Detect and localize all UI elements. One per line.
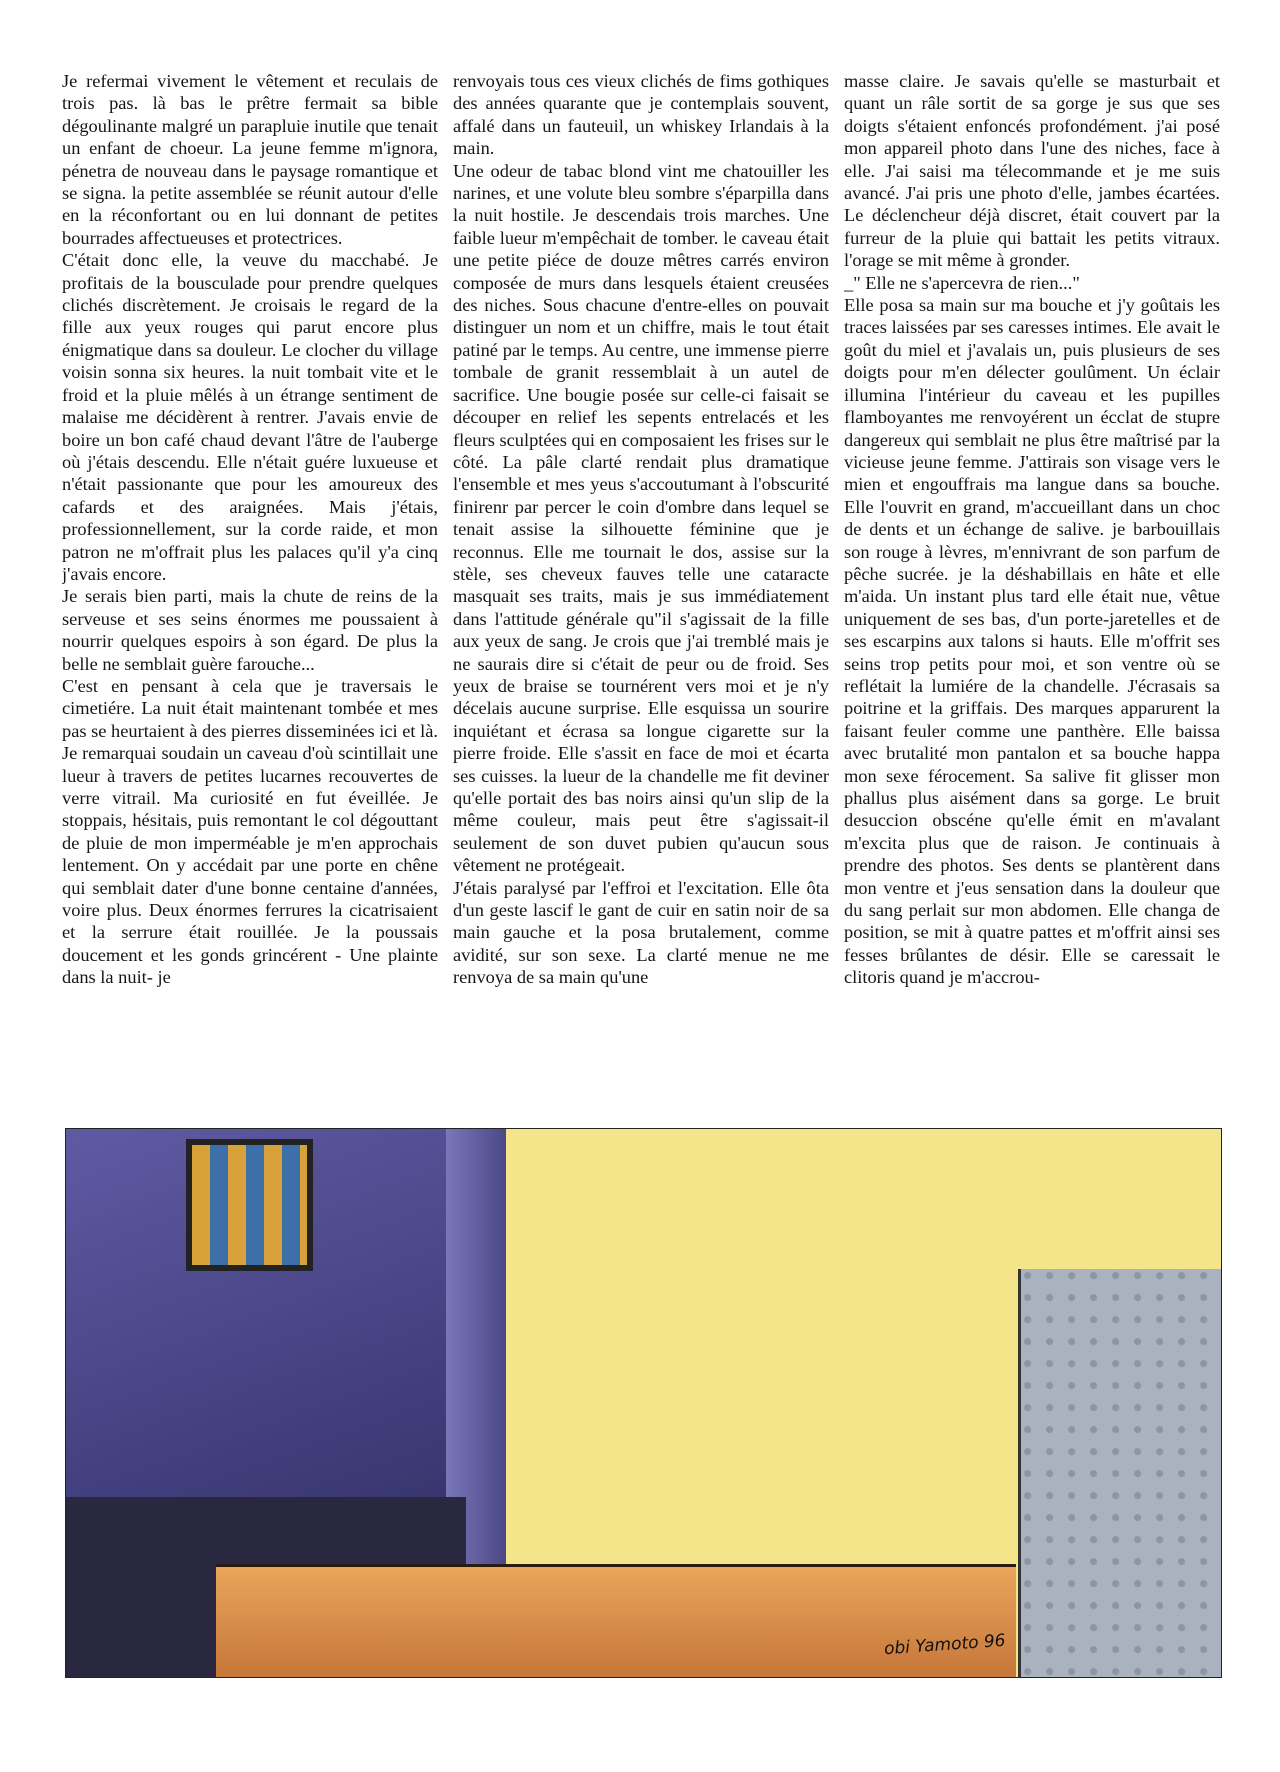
paragraph: Je serais bien parti, mais la chute de reins de la serveuse et ses seins énormes me poussaient à nourrir quelques espoirs à son égard. De plus la belle ne semblait guère farouche...: [62, 586, 438, 674]
paragraph: C'était donc elle, la veuve du macchabé. Je profitais de la bousculade pour prendre quelques clichés discrètement. Je croisais le regard de la fille aux yeux rouges qui parut encore plus énigmatique dans sa douleur. Le clocher du village voisin sonna six heures. la nuit tombait vite et le froid et la pluie mêlés à un étrange sentiment de malaise me décidèrent à rentrer. J'avais envie de boire un bon café chaud devant l'âtre de l'auberge où j'étais descendu. Elle n'était guére luxueuse et n'était passionante que pour les amoureux des cafards et des araignées. Mais j'étais, professionnellement, sur la corde raide, et mon patron ne m'offrait plus les palaces qu'il y'a cinq j'avais encore.: [62, 250, 438, 584]
text-column-1: [62, 70, 438, 1070]
artist-signature: obi Yamoto 96: [883, 1630, 1007, 1660]
stained-glass-window: [186, 1139, 313, 1271]
text-column-3: [844, 70, 1220, 1070]
paragraph: renvoyais tous ces vieux clichés de fims gothiques des années quarante que je contemplais souvent, affalé dans un fauteuil, un whiskey Irlandais à la main.: [453, 71, 829, 159]
paragraph: Elle posa sa main sur ma bouche et j'y goûtais les traces laissées par ses caresses intimes. Ele avait le goût du miel et j'avalais un, puis plusieurs de ses doigts pour m'en délecter goulûment. Un éclair illumina l'intérieur du caveau et les pupilles flamboyantes me renvoyérent un écclat de stupre dangereux qui semblait ne plus être maîtrisé par la vicieuse jeune femme. J'attirais son visage vers le mien et engouffrais ma langue dans sa bouche. Elle l'ouvrit en grand, m'accueillant dans un choc de dents et un échange de salive. je barbouillais son rouge à lèvres, m'ennivrant de son parfum de pêche sucrée. je la déshabillais en hâte et elle m'aida. Un instant plus tard elle était nue, vêtue uniquement de ses bas, d'un porte-jaretelles et de ses escarpins aux talons si hauts. Elle m'offrit ses seins trop petits pour moi, et son ventre où se reflétait la lumiére de la chandelle. J'écrasais sa poitrine et la griffais. Des marques apparurent la faisant feuler comme une panthère. Elle baissa avec brutalité mon pantalon et sa bouche happa mon sexe férocement. Sa salive fit glisser mon phallus plus aisément dans sa gorge. Le bruit desuccion obscéne qu'elle émit en m'avalant m'excita plus que de raison. Je continuais à prendre des photos. Ses dents se plantèrent dans mon ventre et j'eus sensation dans la douleur que du sang perlait sur mon abdomen. Elle changa de position, se mit à quatre pattes et m'offrit ainsi ses fesses brûlantes de désir. Elle se caressait le clitoris quand je m'accrou-: [844, 295, 1220, 988]
tomb-ledge: [216, 1564, 1016, 1677]
paragraph: masse claire. Je savais qu'elle se masturbait et quant un râle sortit de sa gorge je sus que ses doigts s'étaient enfoncés profondément. j'ai posé mon appareil photo dans l'une des niches, face à elle. J'ai saisi ma télecommande et je me suis avancé. J'ai pris une photo d'elle, jambes écartées. Le déclencheur déjà discret, était couvert par la furreur de la pluie qui battait les petits vitraux. l'orage se mit même à gronder.: [844, 71, 1220, 271]
text-column-2: [453, 70, 829, 1070]
article-columns: [62, 70, 1220, 1070]
paragraph: Une odeur de tabac blond vint me chatouiller les narines, et une volute bleu sombre s'éparpilla dans la nuit hostile. Je descendais trois marches. Une faible lueur m'empêchait de tomber. le caveau était une petite piéce de douze mêtres carrés environ composée de murs dans lesquels étaient creusées des niches. Sous chacune d'entre-elles on pouvait distinguer un nom et un chiffre, mais le tout était patiné par le temps. Au centre, une immense pierre tombale de granit ressemblait à un autel de sacrifice. Une bougie posée sur celle-ci faisait se découper en relief les sepents entrelacés et les fleurs sculptées qui en composaient les frises sur le côté. La pâle clarté rendait plus dramatique l'ensemble et mes yeus s'accoutumant à l'obscurité finirenr par percer le coin d'ombre dans lequel se tenait assise la silhouette féminine que je reconnus. Elle me tournait le dos, assise sur la stèle, ses cheveux fauves telle une cataracte masquait ses traits, mais je sus immédiatement dans l'attitude générale qu"il s'agissait de la fille aux yeux de sang. Je crois que j'ai tremblé mais je ne saurais dire si c'était de peur ou de froid. Ses yeux de braise se tournérent vers moi et je n'y décelais aucune surprise. Elle esquissa un sourire inquiétant et écrasa sa longue cigarette sur la pierre froide. Elle s'assit en face de moi et écarta ses cuisses. la lueur de la chandelle me fit deviner qu'elle portait des bas noirs ainsi qu'un slip de la même couleur, mais peut être s'agissait-il seulement de son duvet pubien qu'aucun sous vêtement ne protégeait.: [453, 160, 829, 876]
paragraph: C'est en pensant à cela que je traversais le cimetiére. La nuit était maintenant tombée et mes pas se heurtaient à des pierres disseminées ici et là. Je remarquai soudain un caveau d'où scintillait une lueur à travers de petites lucarnes recouvertes de verre vitrail. Ma curiosité en fut éveillée. Je stoppais, hésitais, puis remontant le col dégouttant de pluie de mon imperméable je m'en approchais lentement. On y accédait par une porte en chêne qui semblait dater d'une bonne centaine d'années, voire plus. Deux énormes ferrures la cicatrisaient et la serrure était rouillée. Je la poussais doucement et les gonds grincérent - Une plainte dans la nuit- je: [62, 675, 438, 988]
paragraph: Je refermai vivement le vêtement et reculais de trois pas. là bas le prêtre fermait sa bible dégoulinante malgré un parapluie inutile que tenait un enfant de choeur. La jeune femme m'ignora, pénetra de nouveau dans le paysage romantique et se signa. la petite assemblée se réunit autour d'elle en la réconfortant ou en lui donnant de petites bourrades affectueuses et protectrices.: [62, 71, 438, 248]
illustration: [65, 1128, 1222, 1678]
granite-tomb: [1018, 1269, 1221, 1677]
paragraph: _" Elle ne s'apercevra de rien...": [844, 272, 1080, 293]
paragraph: J'étais paralysé par l'effroi et l'excitation. Elle ôta d'un geste lascif le gant de cuir en satin noir de sa main gauche et la posa brutalement, comme avidité, sur son sexe. La clarté menue ne me renvoya de sa main qu'une: [453, 877, 829, 988]
